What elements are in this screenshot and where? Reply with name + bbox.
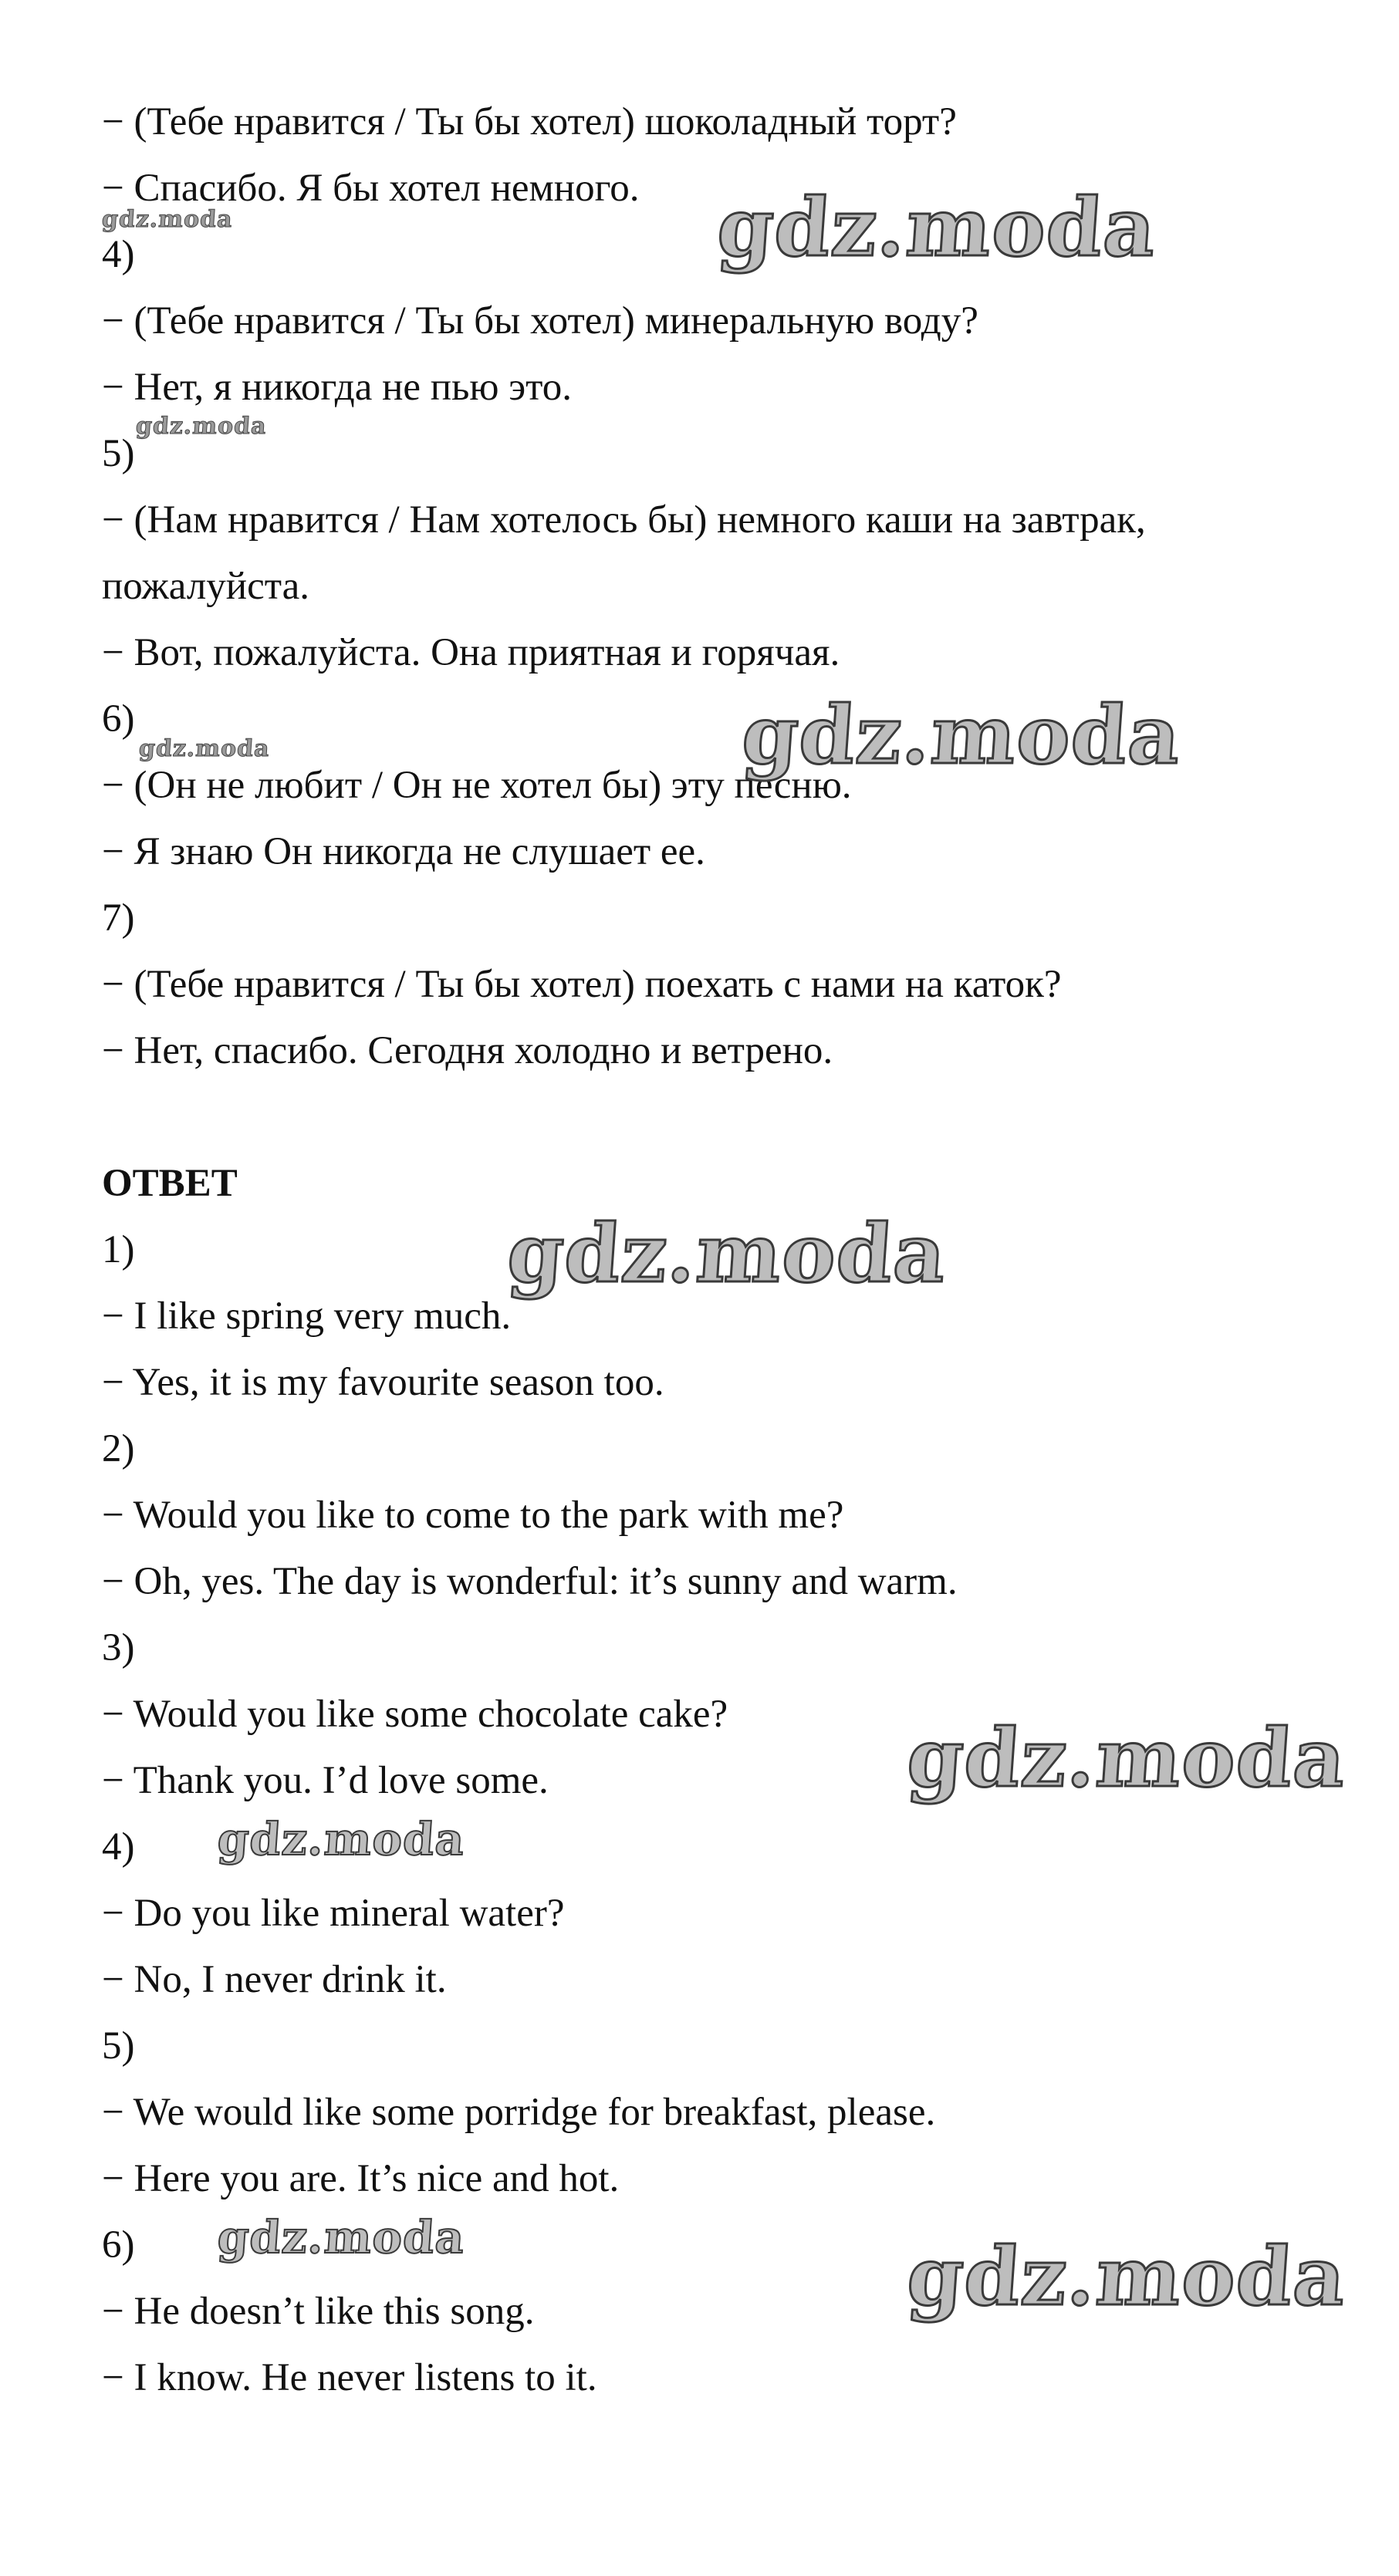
item-number: 6) xyxy=(102,2223,135,2267)
item-number: 4) xyxy=(102,1825,135,1869)
text-line: − He doesn’t like this song. xyxy=(102,2290,535,2333)
text-line: − (Тебе нравится / Ты бы хотел) шоколадный торт? xyxy=(102,100,957,143)
text-line: − I know. He never listens to it. xyxy=(102,2356,597,2399)
text-line: − Oh, yes. The day is wonderful: it’s sunny and warm. xyxy=(102,1560,958,1603)
text-line: − (Тебе нравится / Ты бы хотел) минеральную воду? xyxy=(102,299,978,343)
text-line: − Я знаю Он никогда не слушает ее. xyxy=(102,830,705,873)
item-number: 6) xyxy=(102,697,135,741)
watermark: gdz.moda xyxy=(504,1206,950,1301)
watermark: gdz.moda xyxy=(137,735,271,762)
text-line: − (Тебе нравится / Ты бы хотел) поехать с нами на каток? xyxy=(102,963,1062,1006)
item-number: 5) xyxy=(102,2024,135,2068)
text-line: − Yes, it is my favourite season too. xyxy=(102,1361,664,1404)
item-number: 1) xyxy=(102,1228,135,1271)
item-number: 2) xyxy=(102,1427,135,1470)
watermark: gdz.moda xyxy=(738,687,1184,782)
watermark: gdz.moda xyxy=(100,206,234,233)
text-line: − No, I never drink it. xyxy=(102,1958,447,2001)
item-number: 7) xyxy=(102,896,135,940)
item-number: 3) xyxy=(102,1626,135,1670)
text-line: − Would you like to come to the park with me? xyxy=(102,1494,844,1537)
text-line: − Here you are. It’s nice and hot. xyxy=(102,2157,620,2200)
text-line: − Do you like mineral water? xyxy=(102,1892,565,1935)
watermark: gdz.moda xyxy=(215,1813,467,1865)
answer-heading: ОТВЕТ xyxy=(102,1162,238,1205)
watermark: gdz.moda xyxy=(215,2211,467,2264)
text-line: пожалуйста. xyxy=(102,565,310,608)
text-line: − Would you like some chocolate cake? xyxy=(102,1693,728,1736)
watermark: gdz.moda xyxy=(134,413,268,440)
item-number: 5) xyxy=(102,432,135,475)
text-line: − Thank you. I’d love some. xyxy=(102,1759,549,1802)
text-line: − (Он не любит / Он не хотел бы) эту песню. xyxy=(102,764,852,807)
text-line: − I like spring very much. xyxy=(102,1295,512,1338)
watermark: gdz.moda xyxy=(904,1710,1350,1805)
text-line: − Нет, я никогда не пью это. xyxy=(102,366,572,409)
text-line: − Спасибо. Я бы хотел немного. xyxy=(102,167,640,210)
item-number: 4) xyxy=(102,233,135,276)
text-line: − We would like some porridge for breakfast, please. xyxy=(102,2091,936,2134)
text-line: − Нет, спасибо. Сегодня холодно и ветрено. xyxy=(102,1029,833,1072)
watermark: gdz.moda xyxy=(714,180,1160,275)
text-line: − Вот, пожалуйста. Она приятная и горячая. xyxy=(102,631,840,674)
watermark: gdz.moda xyxy=(904,2229,1350,2324)
text-line: − (Нам нравится / Нам хотелось бы) немного каши на завтрак, xyxy=(102,498,1146,542)
